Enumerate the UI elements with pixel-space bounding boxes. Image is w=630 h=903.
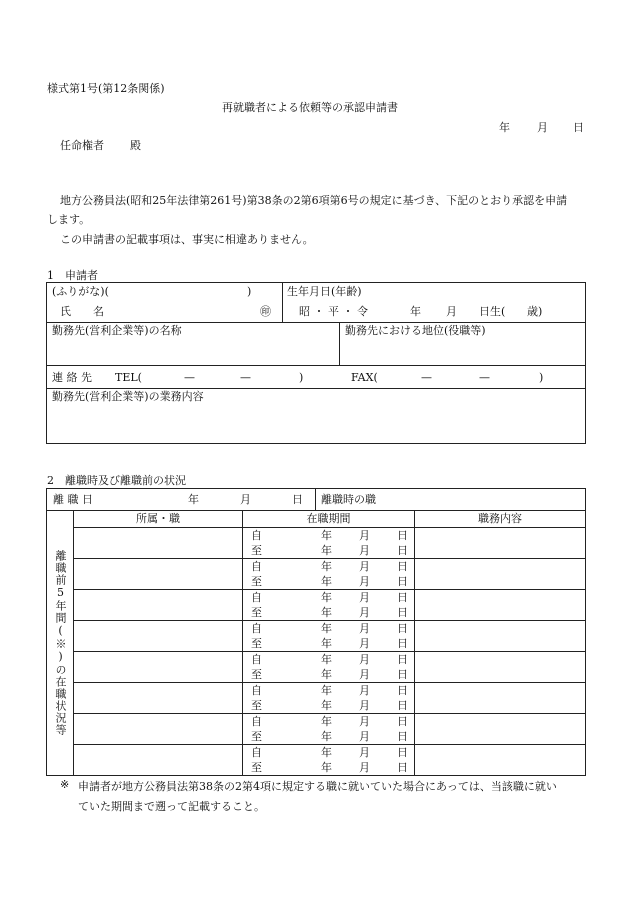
day-label: 日 — [397, 575, 408, 588]
month-label: 月 — [359, 668, 370, 681]
retire-date-label: 離 職 日 — [53, 493, 93, 506]
month-label: 月 — [359, 560, 370, 573]
day-label: 日 — [397, 730, 408, 743]
fax-dash-1: — — [421, 370, 432, 384]
month-label: 月 — [359, 746, 370, 759]
footnote-mark: ※ — [60, 778, 70, 791]
day-label: 日 — [397, 668, 408, 681]
year-label: 年 — [321, 761, 332, 774]
year-label: 年 — [321, 715, 332, 728]
period-cell[interactable] — [243, 683, 415, 714]
seal-icon: ㊞ — [260, 305, 271, 318]
affiliation-cell[interactable] — [74, 590, 243, 621]
month-label: 月 — [359, 699, 370, 712]
period-cell[interactable] — [243, 621, 415, 652]
month-label: 月 — [359, 653, 370, 666]
table-row — [47, 590, 586, 621]
tel-dash-1: — — [184, 370, 195, 384]
duties-cell[interactable] — [415, 621, 586, 652]
to-label: 至 — [251, 606, 262, 619]
month-label: 月 — [359, 715, 370, 728]
year-label: 年 — [321, 653, 332, 666]
date-month: 月 — [537, 121, 548, 134]
month-label: 月 — [359, 761, 370, 774]
day-label: 日 — [397, 699, 408, 712]
table-row — [47, 683, 586, 714]
col-affiliation: 所属・職 — [74, 511, 243, 528]
addressee-to: 任命権者 — [60, 139, 104, 152]
fax-dash-2: — — [479, 370, 490, 384]
duties-cell[interactable] — [415, 590, 586, 621]
affiliation-cell[interactable] — [74, 652, 243, 683]
table-row — [47, 621, 586, 652]
form-number: 様式第1号(第12条関係) — [47, 82, 165, 95]
from-label: 自 — [251, 622, 262, 635]
year-label: 年 — [321, 544, 332, 557]
month-label: 月 — [359, 730, 370, 743]
day-label: 日 — [397, 715, 408, 728]
year-label: 年 — [321, 575, 332, 588]
affiliation-cell[interactable] — [74, 714, 243, 745]
duties-cell[interactable] — [415, 559, 586, 590]
birth-cell[interactable] — [283, 283, 586, 323]
to-label: 至 — [251, 544, 262, 557]
duties-cell[interactable] — [415, 714, 586, 745]
month-label: 月 — [359, 684, 370, 697]
period-cell[interactable] — [243, 714, 415, 745]
table-row — [47, 745, 586, 776]
day-label: 日 — [397, 684, 408, 697]
table-row — [47, 528, 586, 559]
date-day: 日 — [573, 121, 584, 134]
day-label: 日 — [397, 622, 408, 635]
period-cell[interactable] — [243, 652, 415, 683]
body-line-2: します。 — [47, 213, 91, 226]
day-label: 日 — [397, 529, 408, 542]
employer-name-cell[interactable] — [47, 323, 340, 366]
tel-close: ) — [299, 370, 304, 384]
body-line-3: この申請書の記載事項は、事実に相違ありません。 — [60, 233, 314, 246]
fax-close: ) — [539, 370, 544, 384]
day-label: 日 — [397, 746, 408, 759]
month-label: 月 — [359, 637, 370, 650]
day-label: 日 — [397, 544, 408, 557]
affiliation-cell[interactable] — [74, 745, 243, 776]
section2-heading: 2 離職時及び離職前の状況 — [47, 474, 186, 487]
to-label: 至 — [251, 730, 262, 743]
table-row — [47, 559, 586, 590]
contact-label: 連 絡 先 — [52, 370, 92, 384]
retire-month: 月 — [240, 493, 251, 506]
duties-cell[interactable] — [415, 528, 586, 559]
date-year: 年 — [499, 121, 510, 134]
from-label: 自 — [251, 653, 262, 666]
retire-year: 年 — [188, 493, 199, 506]
retire-position-cell[interactable] — [316, 489, 586, 511]
year-label: 年 — [321, 684, 332, 697]
addressee-honorific: 殿 — [130, 139, 141, 152]
col-period: 在職期間 — [243, 511, 415, 528]
from-label: 自 — [251, 684, 262, 697]
to-label: 至 — [251, 668, 262, 681]
history-table — [46, 510, 586, 776]
name-label: 氏 名 — [60, 305, 104, 318]
applicant-table — [46, 282, 586, 444]
year-label: 年 — [321, 730, 332, 743]
month-label: 月 — [359, 606, 370, 619]
year-label: 年 — [321, 622, 332, 635]
day-label: 日 — [397, 606, 408, 619]
birth-label: 生年月日(年齢) — [287, 285, 362, 298]
year-label: 年 — [321, 560, 332, 573]
section1-heading: 1 申請者 — [47, 269, 98, 282]
from-label: 自 — [251, 746, 262, 759]
from-label: 自 — [251, 715, 262, 728]
year-label: 年 — [321, 637, 332, 650]
year-label: 年 — [321, 668, 332, 681]
furigana-close: ) — [247, 285, 252, 298]
to-label: 至 — [251, 575, 262, 588]
page-title: 再就職者による依頼等の承認申請書 — [222, 101, 398, 114]
year-label: 年 — [321, 699, 332, 712]
birth-year: 年 — [410, 305, 421, 318]
birth-day: 日生( — [479, 305, 506, 318]
table-row — [47, 652, 586, 683]
table-row — [47, 714, 586, 745]
period-cell[interactable] — [243, 590, 415, 621]
body-line-1: 地方公務員法(昭和25年法律第261号)第38条の2第6項第6号の規定に基づき、下記のとおり承認を申請 — [60, 194, 568, 207]
furigana-label: (ふりがな)( — [52, 285, 109, 298]
employer-position-label: 勤務先における地位(役職等) — [345, 324, 486, 337]
year-label: 年 — [321, 529, 332, 542]
month-label: 月 — [359, 529, 370, 542]
day-label: 日 — [397, 591, 408, 604]
col-duties: 職務内容 — [415, 511, 586, 528]
to-label: 至 — [251, 761, 262, 774]
period-cell[interactable] — [243, 745, 415, 776]
birth-month: 月 — [446, 305, 457, 318]
period-cell[interactable] — [243, 528, 415, 559]
retire-day: 日 — [292, 493, 303, 506]
day-label: 日 — [397, 761, 408, 774]
fax-label: FAX( — [351, 370, 378, 384]
employer-name-label: 勤務先(営利企業等)の名称 — [52, 324, 182, 337]
affiliation-cell[interactable] — [74, 528, 243, 559]
retire-date-cell[interactable] — [47, 489, 316, 511]
business-cell[interactable] — [47, 389, 586, 444]
month-label: 月 — [359, 591, 370, 604]
day-label: 日 — [397, 637, 408, 650]
business-label: 勤務先(営利企業等)の業務内容 — [52, 390, 204, 403]
day-label: 日 — [397, 560, 408, 573]
affiliation-cell[interactable] — [74, 559, 243, 590]
contact-cell[interactable] — [47, 366, 586, 389]
birth-age: 歳) — [527, 305, 543, 318]
month-label: 月 — [359, 575, 370, 588]
birth-era: 昭 ・ 平 ・ 令 — [299, 305, 368, 318]
month-label: 月 — [359, 622, 370, 635]
footnote-line-1: 申請者が地方公務員法第38条の2第4項に規定する職に就いていた場合にあっては、当該職に就い — [78, 780, 557, 793]
day-label: 日 — [397, 653, 408, 666]
duties-cell[interactable] — [415, 652, 586, 683]
history-vertical-label: 離職前5年間(※)の在職状況等 — [47, 511, 74, 776]
year-label: 年 — [321, 591, 332, 604]
to-label: 至 — [251, 699, 262, 712]
year-label: 年 — [321, 746, 332, 759]
to-label: 至 — [251, 637, 262, 650]
footnote-line-2: ていた期間まで遡って記載すること。 — [78, 800, 265, 813]
year-label: 年 — [321, 606, 332, 619]
affiliation-cell[interactable] — [74, 683, 243, 714]
tel-label: TEL( — [115, 370, 142, 384]
affiliation-cell[interactable] — [74, 621, 243, 652]
duties-cell[interactable] — [415, 683, 586, 714]
retirement-table — [46, 488, 586, 511]
name-cell[interactable] — [47, 283, 283, 323]
from-label: 自 — [251, 529, 262, 542]
from-label: 自 — [251, 560, 262, 573]
period-cell[interactable] — [243, 559, 415, 590]
duties-cell[interactable] — [415, 745, 586, 776]
month-label: 月 — [359, 544, 370, 557]
employer-position-cell[interactable] — [340, 323, 586, 366]
retire-position-label: 離職時の職 — [321, 492, 376, 506]
from-label: 自 — [251, 591, 262, 604]
tel-dash-2: — — [240, 370, 251, 384]
